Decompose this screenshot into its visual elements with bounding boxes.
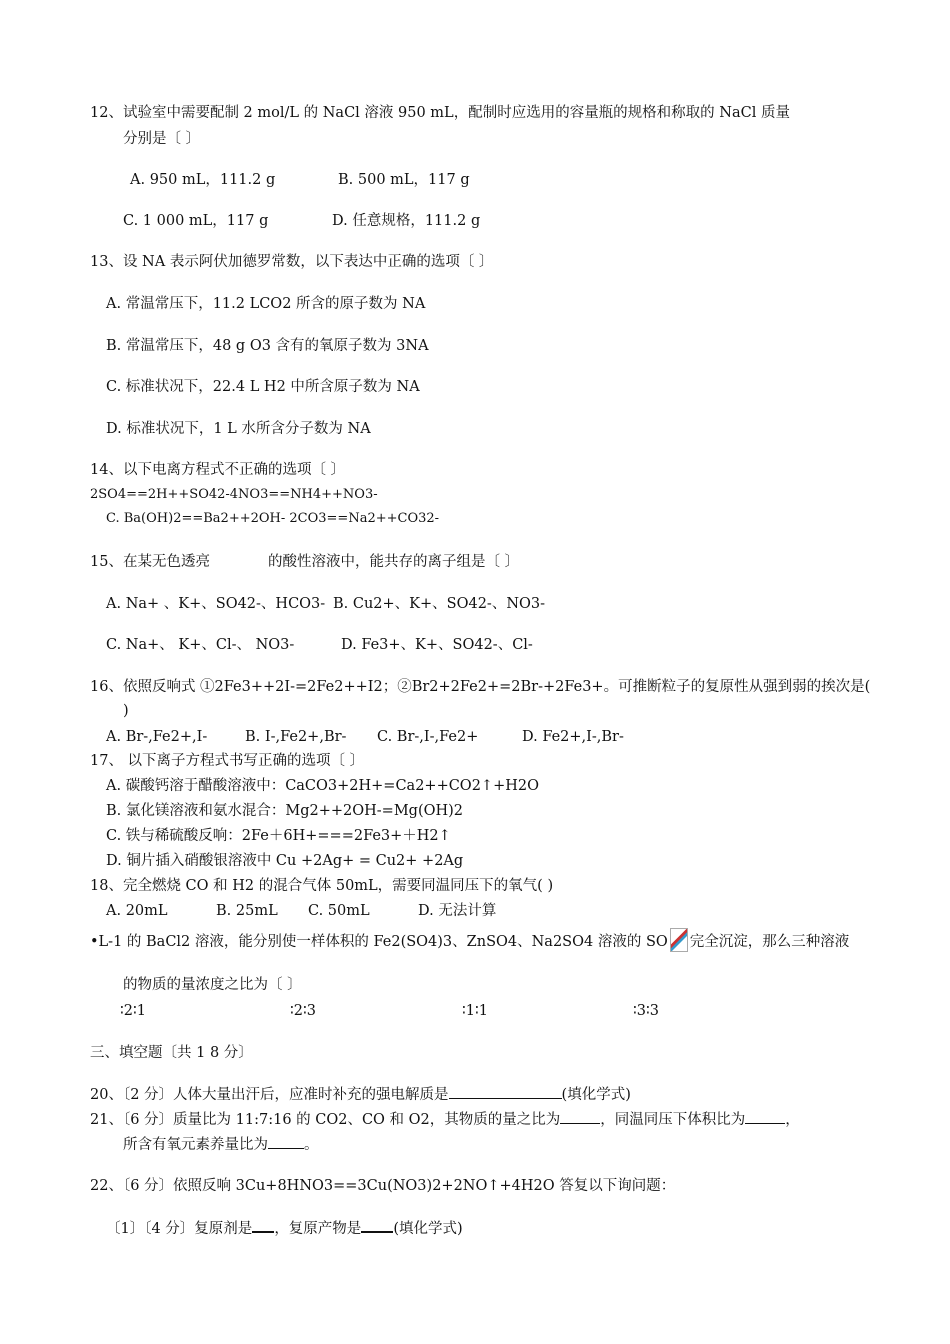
q16-option-c: C. Br-,I-,Fe2+ (377, 729, 479, 745)
section-heading: 三、填空题〔共 1 8 分〕 (90, 1045, 253, 1061)
q19-option-b: ∶2∶3 (290, 1003, 316, 1019)
q13-stem: 13、设 NA 表示阿伏加德罗常数，以下表达中正确的选项〔 〕 (90, 254, 494, 270)
q17-option-d: D. 铜片插入硝酸银溶液中 Cu +2Ag+ = Cu2+ +2Ag (106, 853, 464, 869)
q22-sub1 (106, 1217, 463, 1239)
q21-line1 (90, 1109, 800, 1130)
q19-stem-part2: 完全沉淀，那么三种溶液 (689, 934, 850, 950)
q13-option-a: A. 常温常压下，11.2 LCO2 所含的原子数为 NA (106, 296, 426, 312)
q22-sub1-text-3: (填化学式) (393, 1221, 463, 1237)
q16-option-a: A. Br-,Fe2+,I- (106, 729, 208, 745)
q18-option-c: C. 50mL (308, 903, 370, 919)
q21-text-5: 。 (304, 1137, 319, 1153)
q20 (90, 1084, 631, 1105)
broken-image-icon (670, 928, 688, 952)
q16-stem: 16、依照反响式 ①2Fe3++2I-=2Fe2++I2；②Br2+2Fe2+=2Br-+2Fe3+。可推断粒子的复原性从强到弱的挨次是( (90, 679, 871, 695)
q12-option-c: C. 1 000 mL，117 g (123, 213, 269, 229)
q19-stem-line1 (90, 928, 849, 952)
q14-options-line2: C. Ba(OH)2==Ba2++2OH- 2CO3==Na2++CO32- (106, 511, 440, 526)
q16-option-d: D. Fe2+,I-,Br- (522, 729, 624, 745)
q21-text-2: ，同温同压下体积比为 (600, 1112, 746, 1128)
q17-stem: 17、 以下离子方程式书写正确的选项〔 〕 (90, 753, 365, 769)
q17-option-b: B. 氯化镁溶液和氨水混合：Mg2++2OH-=Mg(OH)2 (106, 803, 464, 819)
q15-option-a: A. Na+ 、K+、SO42-、HCO3- (106, 596, 326, 612)
q17-option-a: A. 碳酸钙溶于醋酸溶液中：CaCO3+2H+=Ca2++CO2↑+H2O (106, 778, 539, 794)
q15-option-c: C. Na+、 K+、Cl-、 NO3- (106, 637, 295, 653)
q21-text-4: 所含有氧元素养量比为 (123, 1137, 268, 1153)
q15-stem-part1: 15、在某无色透亮 (90, 554, 210, 570)
q22-sub1-text-2: ，复原产物是 (274, 1221, 362, 1237)
q22-sub1-text-1: 〔1〕〔4 分〕复原剂是 (106, 1221, 253, 1237)
q19-stem-line2: 的物质的量浓度之比为〔 〕 (123, 977, 302, 993)
q21-line2 (123, 1134, 319, 1155)
q21-text-1: 21、〔6 分〕质量比为 11:7:16 的 CO2、CO 和 O2，其物质的量之比为 (90, 1112, 561, 1128)
q12-option-b: B. 500 mL，117 g (338, 172, 470, 188)
q17-option-c: C. 铁与稀硫酸反响：2Fe＋6H+===2Fe3+＋H2↑ (106, 828, 451, 844)
q19-stem-part1: •L-1 的 BaCl2 溶液，能分别使一样体积的 Fe2(SO4)3、ZnSO4、Na2SO4 溶液的 SO (90, 934, 668, 950)
q15-option-d: D. Fe3+、K+、SO42-、Cl- (341, 637, 533, 653)
q12-option-d: D. 任意规格，111.2 g (332, 213, 481, 229)
q21-volume-blank[interactable] (745, 1109, 785, 1124)
q22-product-blank[interactable] (361, 1217, 393, 1233)
q21-ratio-blank[interactable] (560, 1109, 600, 1124)
q19-option-a: ∶2∶1 (120, 1003, 146, 1019)
q20-hint: (填化学式) (561, 1087, 631, 1103)
q13-option-d: D. 标准状况下，1 L 水所含分子数为 NA (106, 421, 371, 437)
q18-option-d: D. 无法计算 (418, 903, 497, 919)
q16-option-b: B. I-,Fe2+,Br- (245, 729, 347, 745)
q14-options-line1: 2SO4==2H++SO42-4NO3==NH4++NO3- (90, 487, 378, 502)
q18-stem: 18、完全燃烧 CO 和 H2 的混合气体 50mL，需要同温同压下的氧气( ) (90, 878, 554, 894)
q12-option-a: A. 950 mL，111.2 g (130, 172, 276, 188)
q21-text-3: ， (785, 1112, 800, 1128)
q20-answer-blank[interactable] (449, 1084, 562, 1099)
q12-stem-line1: 12、试验室中需要配制 2 mol/L 的 NaCl 溶液 950 mL，配制时应选用的容量瓶的规格和称取的 NaCl 质量 (90, 105, 790, 121)
q15-option-b: B. Cu2+、K+、SO42-、NO3- (333, 596, 546, 612)
q15-stem-part2: 的酸性溶液中，能共存的离子组是〔 〕 (268, 554, 520, 570)
q22-reducer-blank[interactable] (252, 1217, 274, 1233)
q20-text: 20、〔2 分〕人体大量出汗后，应准时补充的强电解质是 (90, 1087, 449, 1103)
q13-option-b: B. 常温常压下，48 g O3 含有的氧原子数为 3NA (106, 338, 429, 354)
q22-stem: 22、〔6 分〕依照反响 3Cu+8HNO3==3Cu(NO3)2+2NO↑+4H2O 答复以下询问题： (90, 1178, 676, 1194)
q14-stem: 14、以下电离方程式不正确的选项〔 〕 (90, 462, 346, 478)
q18-option-b: B. 25mL (216, 903, 278, 919)
q18-option-a: A. 20mL (106, 903, 168, 919)
q19-option-c: ∶1∶1 (462, 1003, 488, 1019)
q19-option-d: ∶3∶3 (633, 1003, 659, 1019)
q13-option-c: C. 标准状况下，22.4 L H2 中所含原子数为 NA (106, 379, 420, 395)
q21-oxygen-blank[interactable] (268, 1134, 304, 1149)
q16-stem-end: ) (123, 703, 129, 719)
q12-stem-line2: 分别是〔 〕 (123, 131, 201, 147)
